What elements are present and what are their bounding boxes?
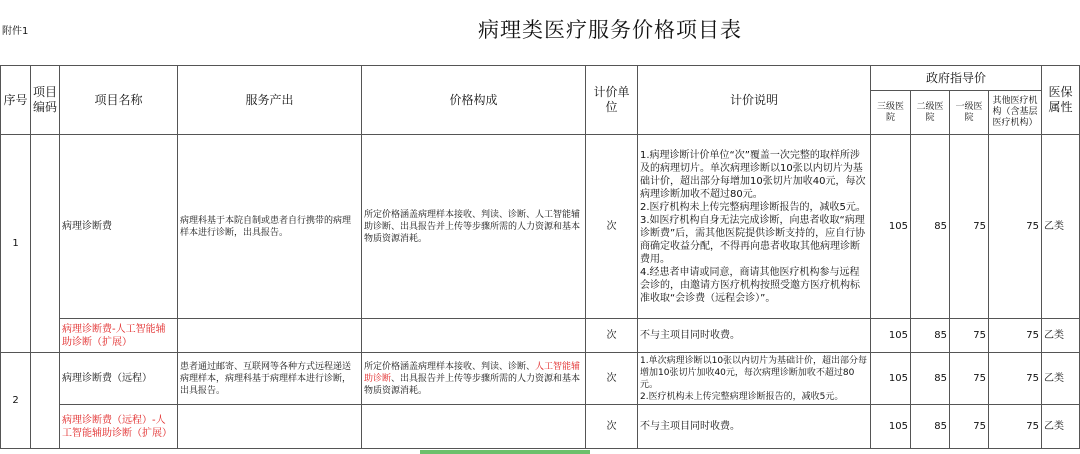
service-output: 病理科基于本院自制或患者自行携带的病理样本进行诊断，出具报告。	[178, 135, 362, 319]
header-gov-price: 政府指导价	[871, 66, 1042, 91]
row-seq: 2	[1, 353, 31, 449]
header-level3: 三级医院	[871, 91, 911, 135]
table-row	[1, 405, 1080, 449]
price-other: 75	[989, 353, 1042, 405]
header-code: 项目编码	[31, 66, 60, 135]
price-level1: 75	[950, 135, 989, 319]
pricing-description: 1.单次病理诊断以10张以内切片为基础计价，超出部分每增加10张切片加收40元，每次病理诊断加收不超过80元。 2.医疗机构未上传完整病理诊断报告的，减收5元。	[638, 353, 871, 405]
price-level2: 85	[911, 135, 950, 319]
pricing-description: 1.病理诊断计价单位“次”覆盖一次完整的取样所涉及的病理切片。单次病理诊断以10张以内切片为基础计价，超出部分每增加10张切片加收40元，每次病理诊断加收不超过80元。 2.医疗机构未上传完整病理诊断报告的，减收5元。 3.如医疗机构自身无法完成诊断，向患者收取“病理诊断费”后，需其他医院提供诊断支持的，应自行协商确定收益分配，不得再向患者收取其他病理诊断费用。 4.经患者申请或同意，商请其他医疗机构参与远程会诊的，由邀请方医疗机构按照受邀方医疗机构标准收取“会诊费（远程会诊）”。	[638, 135, 871, 319]
attachment-label: 附件1	[2, 26, 29, 37]
price-level2: 85	[911, 319, 950, 353]
price-level2: 85	[911, 353, 950, 405]
price-level1: 75	[950, 405, 989, 449]
price-level1: 75	[950, 353, 989, 405]
selection-indicator	[420, 450, 590, 454]
price-level3: 105	[871, 319, 911, 353]
pricing-unit: 次	[586, 319, 638, 353]
insurance-type: 乙类	[1042, 135, 1080, 319]
price-level2: 85	[911, 405, 950, 449]
header-seq: 序号	[1, 66, 31, 135]
service-output	[178, 319, 362, 353]
item-name-ext: 病理诊断费（远程）-人工智能辅助诊断（扩展）	[60, 405, 178, 449]
header-insurance: 医保属性	[1042, 66, 1080, 135]
header-unit: 计价单位	[586, 66, 638, 135]
row-seq: 1	[1, 135, 31, 353]
header-composition: 价格构成	[362, 66, 586, 135]
header-other: 其他医疗机构（含基层医疗机构）	[989, 91, 1042, 135]
insurance-type: 乙类	[1042, 405, 1080, 449]
insurance-type: 乙类	[1042, 353, 1080, 405]
price-level3: 105	[871, 353, 911, 405]
insurance-type: 乙类	[1042, 319, 1080, 353]
table-row	[1, 319, 1080, 353]
item-name-ext: 病理诊断费-人工智能辅助诊断（扩展）	[60, 319, 178, 353]
header-row-1	[1, 66, 1080, 91]
table-row	[1, 353, 1080, 405]
price-composition	[362, 405, 586, 449]
price-other: 75	[989, 319, 1042, 353]
price-composition: 所定价格涵盖病理样本接收、判读、诊断、人工智能辅助诊断、出具报告并上传等步骤所需的人力资源和基本物质资源消耗。	[362, 135, 586, 319]
item-name: 病理诊断费（远程）	[60, 353, 178, 405]
pricing-description: 不与主项目同时收费。	[638, 405, 871, 449]
price-level1: 75	[950, 319, 989, 353]
pricing-unit: 次	[586, 135, 638, 319]
price-other: 75	[989, 135, 1042, 319]
price-level3: 105	[871, 405, 911, 449]
header-desc: 计价说明	[638, 66, 871, 135]
price-composition	[362, 353, 586, 405]
item-name: 病理诊断费	[60, 135, 178, 319]
price-level3: 105	[871, 135, 911, 319]
header-name: 项目名称	[60, 66, 178, 135]
composition-ai-text: 人工智能辅助诊断	[364, 361, 581, 384]
price-other: 75	[989, 405, 1042, 449]
header-level1: 一级医院	[950, 91, 989, 135]
service-output: 患者通过邮寄、互联网等各种方式远程递送病理样本，病理科基于病理样本进行诊断，出具报告。	[178, 353, 362, 405]
header-level2: 二级医院	[911, 91, 950, 135]
row-code	[31, 353, 60, 449]
page-title: 病理类医疗服务价格项目表	[478, 18, 742, 42]
composition-text-tail: 、出具报告并上传等步骤所需的人力资源和基本物质资源消耗。	[364, 373, 581, 396]
service-output	[178, 405, 362, 449]
table-row	[1, 135, 1080, 319]
price-table	[0, 65, 1080, 449]
pricing-unit: 次	[586, 405, 638, 449]
price-composition	[362, 319, 586, 353]
pricing-unit: 次	[586, 353, 638, 405]
row-code	[31, 135, 60, 353]
pricing-description: 不与主项目同时收费。	[638, 319, 871, 353]
header-output: 服务产出	[178, 66, 362, 135]
composition-text: 所定价格涵盖病理样本接收、判读、诊断、	[364, 361, 536, 372]
